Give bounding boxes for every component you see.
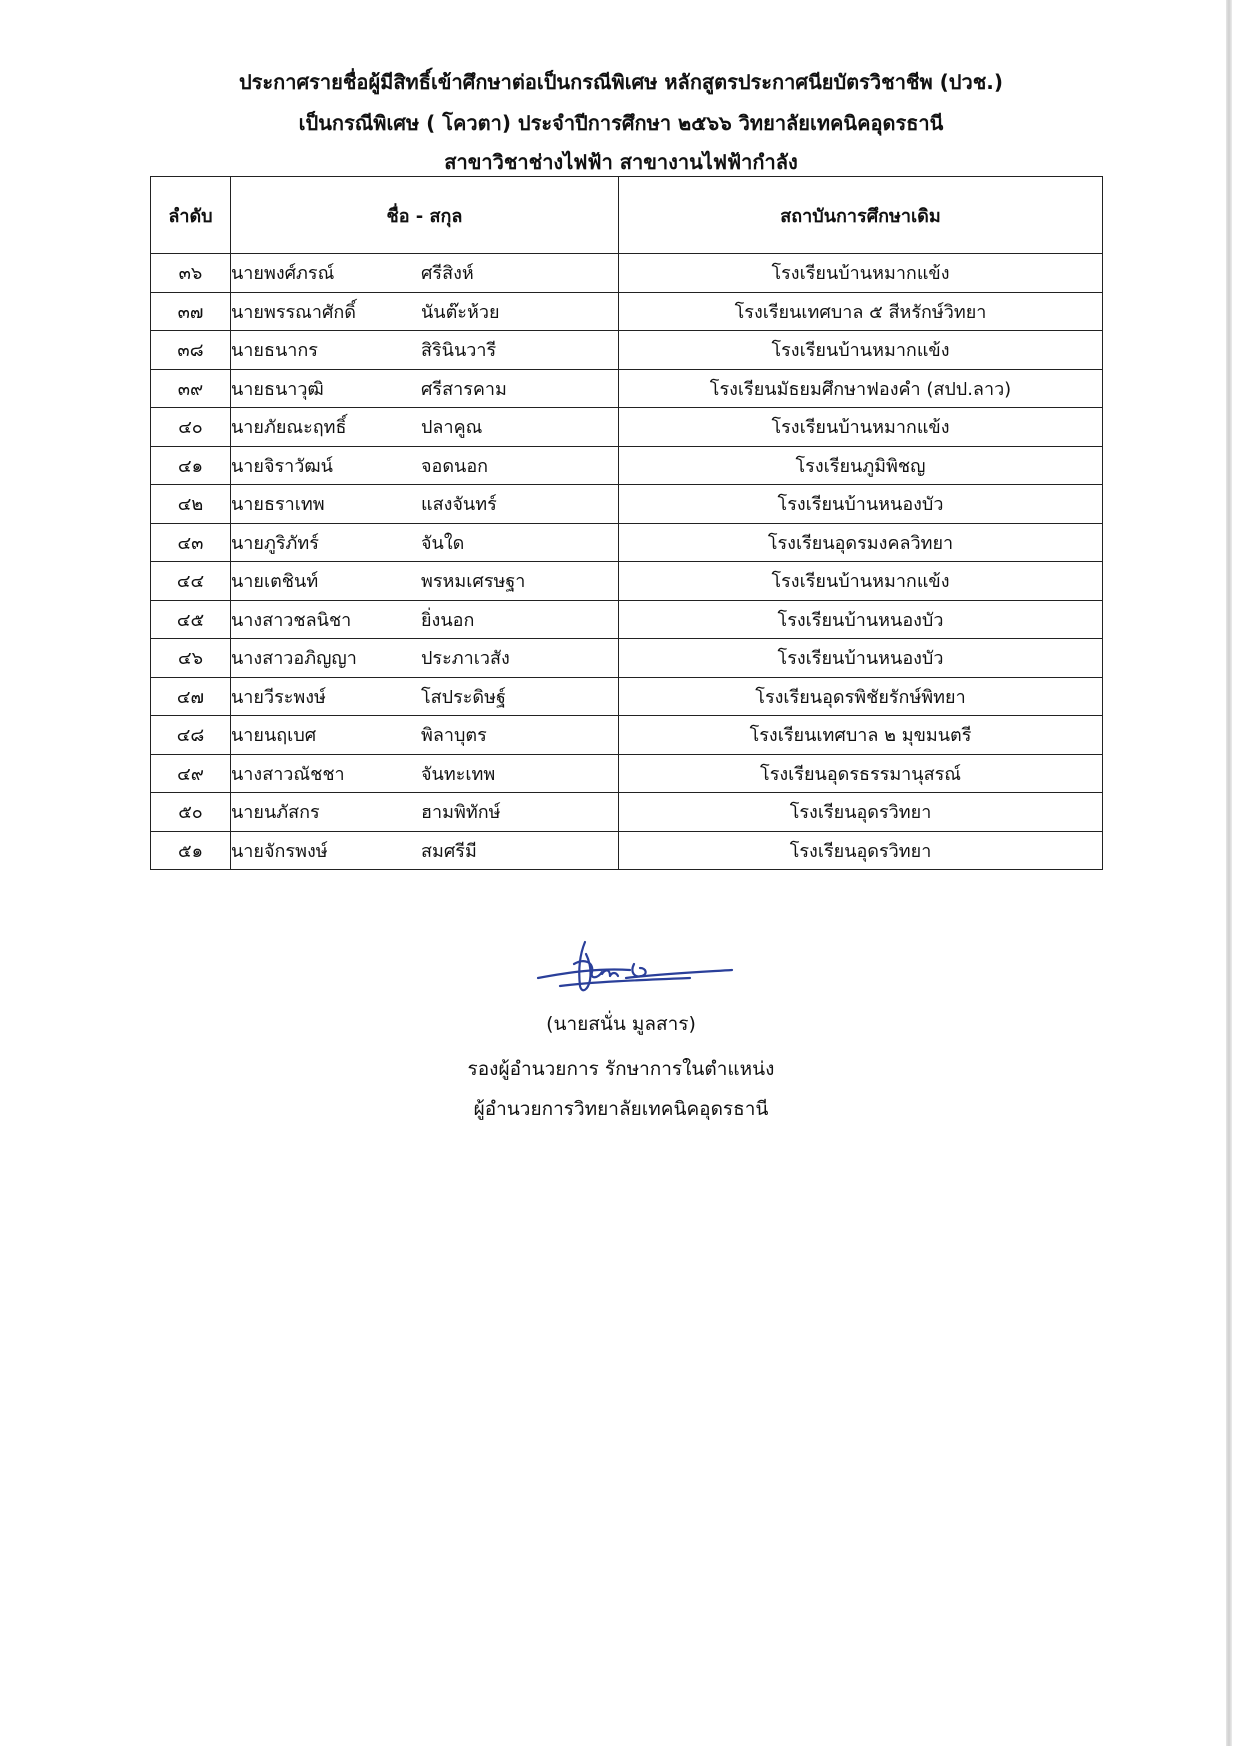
announcement-subtitle: เป็นกรณีพิเศษ ( โควตา) ประจำปีการศึกษา ๒๕๖๖ วิทยาลัยเทคนิคอุดรธานี: [298, 111, 944, 135]
row-name-cell: [231, 600, 619, 639]
student-first-name: นายธนากร: [231, 340, 318, 362]
table-row: [151, 523, 1103, 562]
student-last-name: จอดนอก: [421, 455, 489, 477]
row-number: ๔๖: [151, 639, 231, 678]
table-header-row: [151, 177, 1103, 254]
table-row: [151, 600, 1103, 639]
row-number: ๔๗: [151, 677, 231, 716]
student-first-name: นายเตชินท์: [231, 571, 319, 593]
row-name-cell: [231, 754, 619, 793]
signer-position-line1: รองผู้อำนวยการ รักษาการในตำแหน่ง: [467, 1058, 775, 1080]
table-row: [151, 562, 1103, 601]
previous-school: โรงเรียนอุดรวิทยา: [619, 831, 1103, 870]
row-name-cell: [231, 408, 619, 447]
signer-name: (นายสนั่น มูลสาร): [546, 1013, 696, 1035]
row-number: ๓๙: [151, 369, 231, 408]
row-number: ๔๐: [151, 408, 231, 447]
row-number: ๓๗: [151, 292, 231, 331]
previous-school: โรงเรียนบ้านหนองบัว: [619, 600, 1103, 639]
student-last-name: จันใด: [421, 532, 465, 554]
row-name-cell: [231, 446, 619, 485]
row-number: ๔๓: [151, 523, 231, 562]
previous-school: โรงเรียนบ้านหมากแข้ง: [619, 331, 1103, 370]
row-name-cell: [231, 254, 619, 293]
column-header-number: ลำดับ: [151, 177, 231, 254]
row-name-cell: [231, 523, 619, 562]
student-first-name: นายนภัสกร: [231, 802, 320, 824]
row-name-cell: [231, 831, 619, 870]
row-number: ๔๘: [151, 716, 231, 755]
row-number: ๓๖: [151, 254, 231, 293]
row-number: ๔๑: [151, 446, 231, 485]
student-first-name: นายพรรณาศักดิ์: [231, 301, 356, 323]
table-row: [151, 754, 1103, 793]
previous-school: โรงเรียนบ้านหมากแข้ง: [619, 408, 1103, 447]
previous-school: โรงเรียนอุดรมงคลวิทยา: [619, 523, 1103, 562]
table-row: [151, 485, 1103, 524]
student-last-name: ศรีสารคาม: [421, 378, 507, 400]
previous-school: โรงเรียนบ้านหมากแข้ง: [619, 562, 1103, 601]
row-name-cell: [231, 677, 619, 716]
row-name-cell: [231, 331, 619, 370]
row-name-cell: [231, 485, 619, 524]
student-last-name: ศรีสิงห์: [421, 263, 474, 285]
student-first-name: นางสาวอภิญญา: [231, 648, 357, 670]
table-row: [151, 831, 1103, 870]
table-row: [151, 331, 1103, 370]
previous-school: โรงเรียนอุดรธรรมานุสรณ์: [619, 754, 1103, 793]
previous-school: โรงเรียนเทศบาล ๕ สีหรักษ์วิทยา: [619, 292, 1103, 331]
student-last-name: พิลาบุตร: [421, 725, 487, 747]
row-name-cell: [231, 562, 619, 601]
previous-school: โรงเรียนอุดรวิทยา: [619, 793, 1103, 832]
row-name-cell: [231, 369, 619, 408]
row-number: ๔๕: [151, 600, 231, 639]
row-name-cell: [231, 639, 619, 678]
student-first-name: นายจักรพงษ์: [231, 840, 328, 862]
announcement-title: ประกาศรายชื่อผู้มีสิทธิ์เข้าศึกษาต่อเป็นกรณีพิเศษ หลักสูตรประกาศนียบัตรวิชาชีพ (ปวช.): [238, 70, 1004, 94]
column-header-name: ชื่อ - สกุล: [231, 177, 619, 254]
student-last-name: ปลาคูณ: [421, 417, 483, 439]
row-number: ๔๒: [151, 485, 231, 524]
student-last-name: นันต๊ะห้วย: [421, 301, 500, 323]
student-first-name: นายภัยณะฤทธิ์: [231, 417, 347, 439]
student-first-name: นายจิราวัฒน์: [231, 455, 333, 477]
previous-school: โรงเรียนมัธยมศึกษาฟองคำ (สปป.ลาว): [619, 369, 1103, 408]
previous-school: โรงเรียนบ้านหนองบัว: [619, 639, 1103, 678]
table-body: [151, 254, 1103, 870]
student-first-name: นายนฤเบศ: [231, 725, 317, 747]
previous-school: โรงเรียนอุดรพิชัยรักษ์พิทยา: [619, 677, 1103, 716]
row-number: ๓๘: [151, 331, 231, 370]
table-row: [151, 793, 1103, 832]
student-roster-table: [150, 176, 1103, 870]
signature-image: [530, 928, 740, 1008]
row-number: ๔๙: [151, 754, 231, 793]
student-last-name: แสงจันทร์: [421, 494, 497, 516]
student-last-name: ยิ่งนอก: [421, 609, 475, 631]
table-row: [151, 292, 1103, 331]
student-first-name: นายภูริภัทร์: [231, 532, 319, 554]
student-last-name: ฮามพิทักษ์: [421, 802, 501, 824]
row-name-cell: [231, 793, 619, 832]
previous-school: โรงเรียนภูมิพิชญ: [619, 446, 1103, 485]
row-number: ๕๐: [151, 793, 231, 832]
student-last-name: สิรินินวารี: [421, 340, 497, 362]
table-row: [151, 254, 1103, 293]
student-last-name: พรหมเศรษฐา: [421, 571, 526, 593]
previous-school: โรงเรียนบ้านหมากแข้ง: [619, 254, 1103, 293]
student-last-name: โสประดิษฐ์: [421, 686, 506, 708]
row-name-cell: [231, 716, 619, 755]
row-name-cell: [231, 292, 619, 331]
table-row: [151, 677, 1103, 716]
announcement-program: สาขาวิชาช่างไฟฟ้า สาขางานไฟฟ้ากำลัง: [444, 150, 798, 174]
student-last-name: สมศรีมี: [421, 840, 477, 862]
row-number: ๕๑: [151, 831, 231, 870]
student-first-name: นายธราเทพ: [231, 494, 325, 516]
row-number: ๔๔: [151, 562, 231, 601]
page-edge-shadow: [1226, 0, 1232, 1746]
table-row: [151, 716, 1103, 755]
table-row: [151, 639, 1103, 678]
table-row: [151, 369, 1103, 408]
table-row: [151, 408, 1103, 447]
previous-school: โรงเรียนบ้านหนองบัว: [619, 485, 1103, 524]
student-first-name: นางสาวณัชชา: [231, 763, 345, 785]
student-last-name: จันทะเทพ: [421, 763, 496, 785]
student-first-name: นายพงศ์ภรณ์: [231, 263, 335, 285]
student-first-name: นายธนาวุฒิ: [231, 378, 324, 400]
student-first-name: นายวีระพงษ์: [231, 686, 326, 708]
student-last-name: ประภาเวสัง: [421, 648, 510, 670]
column-header-school: สถาบันการศึกษาเดิม: [619, 177, 1103, 254]
signer-position-line2: ผู้อำนวยการวิทยาลัยเทคนิคอุดรธานี: [473, 1098, 769, 1120]
table-row: [151, 446, 1103, 485]
student-first-name: นางสาวชลนิชา: [231, 609, 352, 631]
previous-school: โรงเรียนเทศบาล ๒ มุขมนตรี: [619, 716, 1103, 755]
